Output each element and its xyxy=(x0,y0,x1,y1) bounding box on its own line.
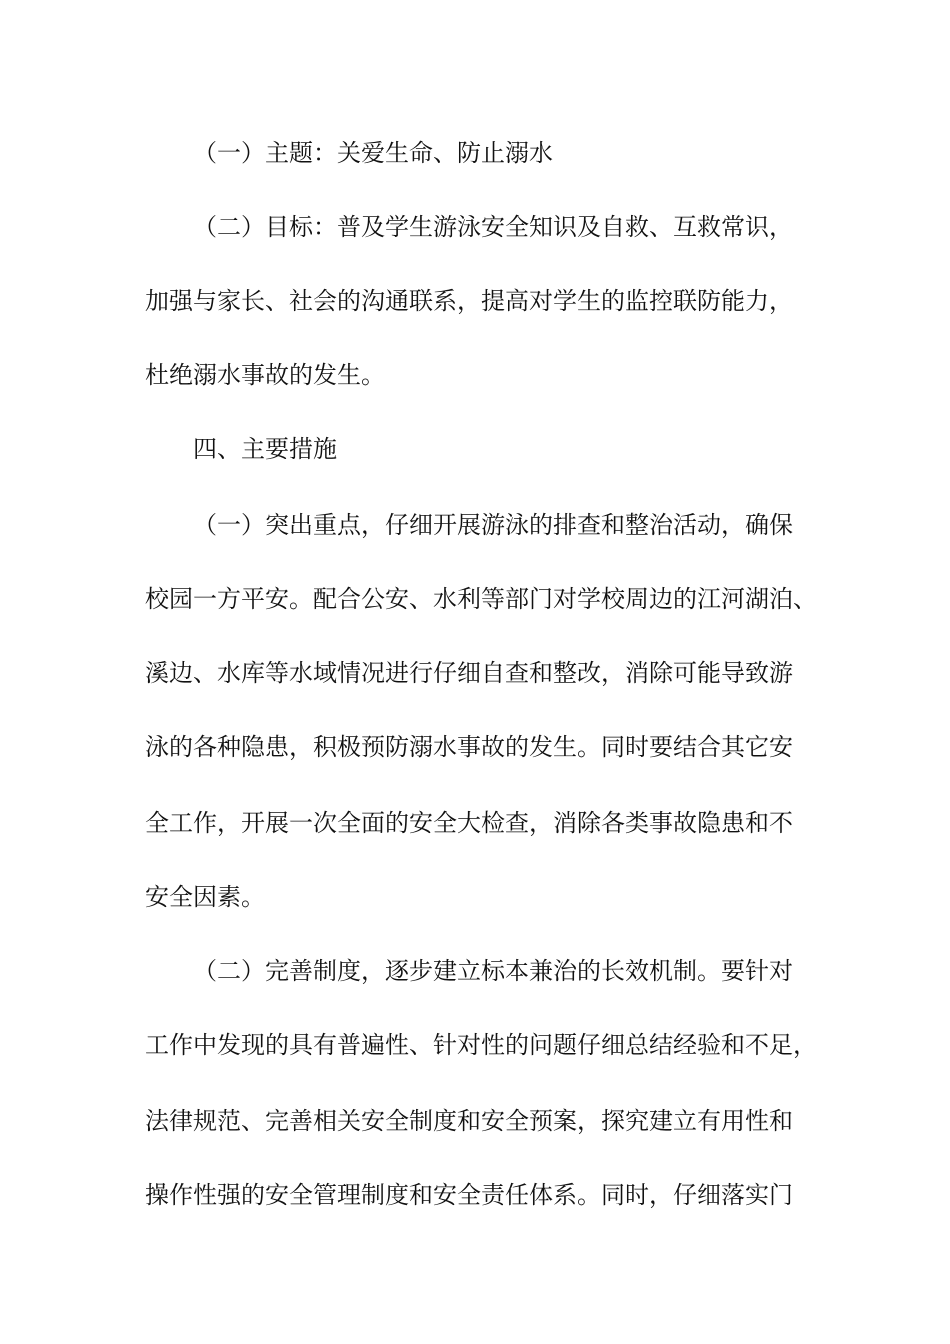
paragraph-line: 泳的各种隐患，积极预防溺水事故的发生。同时要结合其它安 xyxy=(145,733,793,761)
subsection-goal: （二）目标：普及学生游泳安全知识及自救、互救常识， xyxy=(193,213,793,241)
paragraph-line: 加强与家长、社会的沟通联系，提高对学生的监控联防能力， xyxy=(145,287,793,315)
paragraph-line: 操作性强的安全管理制度和安全责任体系。同时，仔细落实门 xyxy=(145,1181,793,1209)
subsection-theme: （一）主题：关爱生命、防止溺水 xyxy=(193,139,553,167)
paragraph-line: 杜绝溺水事故的发生。 xyxy=(145,361,385,389)
paragraph-line: 法律规范、完善相关安全制度和安全预案，探究建立有用性和 xyxy=(145,1107,793,1135)
paragraph-line: 溪边、水库等水域情况进行仔细自查和整改，消除可能导致游 xyxy=(145,659,793,687)
paragraph-line: 校园一方平安。配合公安、水利等部门对学校周边的江河湖泊、 xyxy=(145,585,817,613)
subsection-system: （二）完善制度，逐步建立标本兼治的长效机制。要针对 xyxy=(193,957,793,985)
paragraph-line: 全工作，开展一次全面的安全大检查，消除各类事故隐患和不 xyxy=(145,809,793,837)
section-heading-measures: 四、主要措施 xyxy=(193,435,337,463)
paragraph-line: 工作中发现的具有普遍性、针对性的问题仔细总结经验和不足， xyxy=(145,1031,817,1059)
paragraph-line: 安全因素。 xyxy=(145,883,265,911)
subsection-key-points: （一）突出重点，仔细开展游泳的排查和整治活动，确保 xyxy=(193,511,793,539)
